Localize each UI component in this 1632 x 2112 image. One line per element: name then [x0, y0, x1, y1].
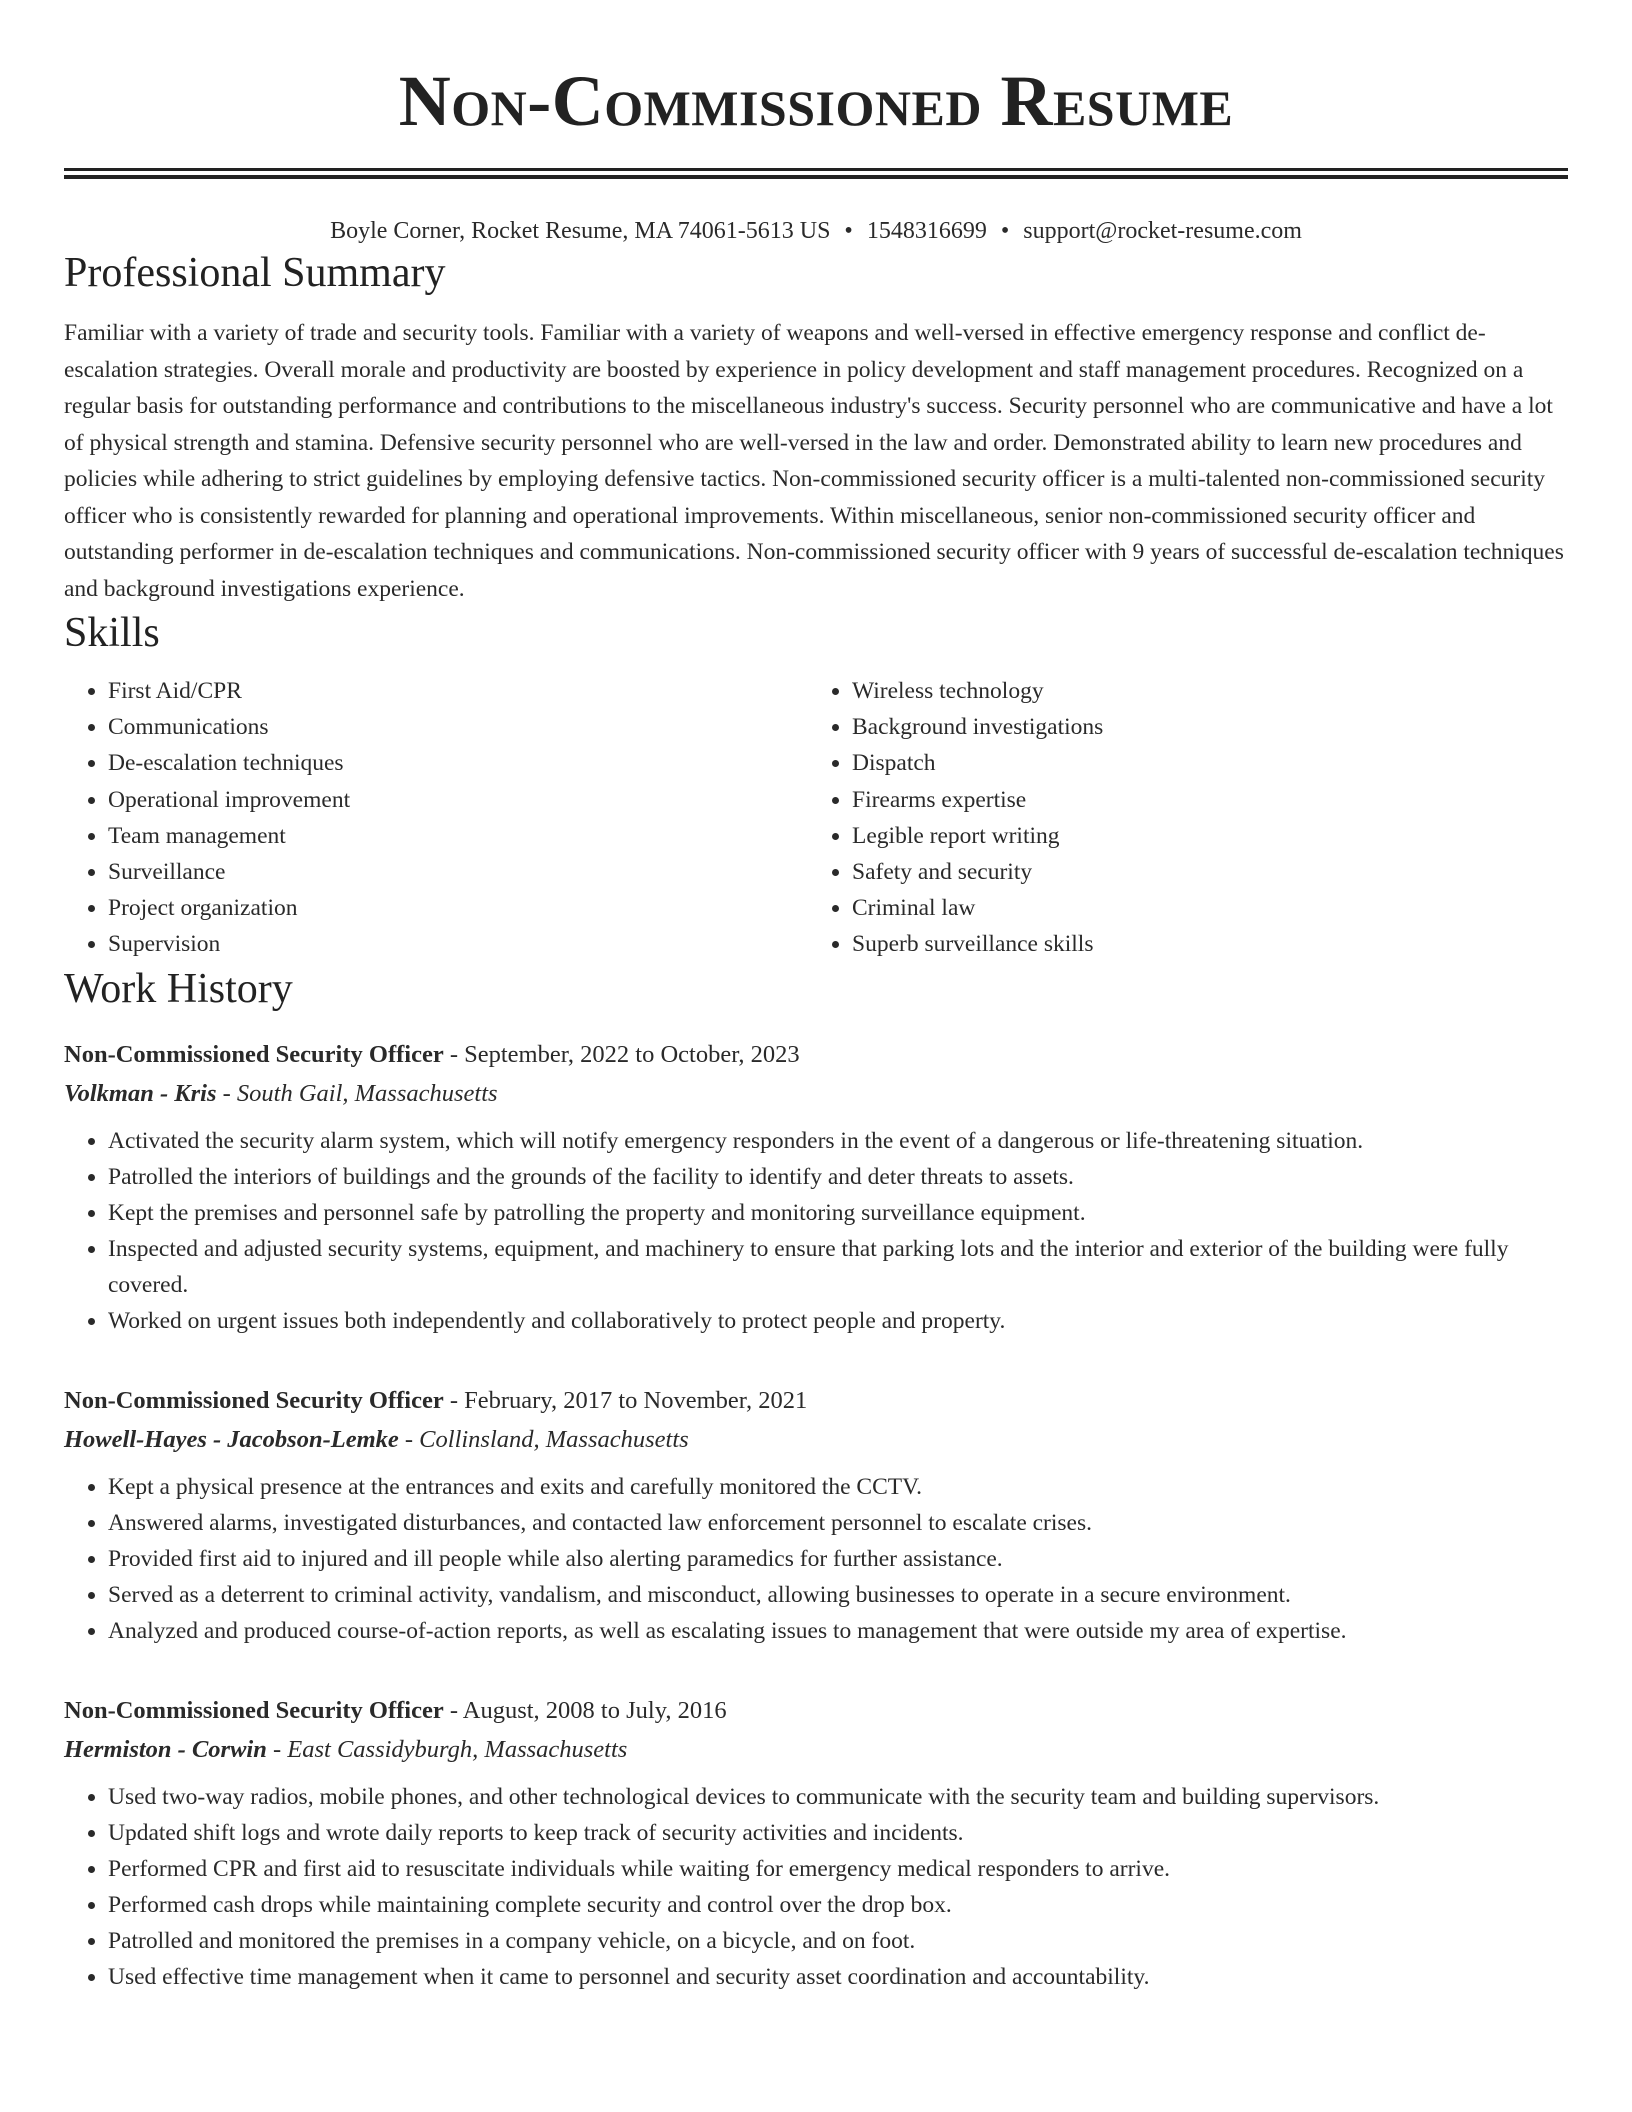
job-employer-line	[64, 1074, 1568, 1113]
job-company: Hermiston - Corwin	[64, 1735, 267, 1763]
skill-item: • Superb surveillance skills	[852, 926, 1552, 962]
skill-item: • Legible report writing	[852, 818, 1552, 854]
job-bullet: • Used two-way radios, mobile phones, and other technological devices to communicate with the security team and building supervisors.	[108, 1779, 1568, 1815]
job-title: Non-Commissioned Security Officer	[64, 1040, 444, 1068]
job-bullet: • Analyzed and produced course-of-action reports, as well as escalating issues to management that were outside my area of expertise.	[108, 1613, 1568, 1649]
job-employer-line	[64, 1730, 1568, 1769]
job-company: Volkman - Kris	[64, 1079, 217, 1107]
job-bullets	[64, 1123, 1568, 1339]
job-bullet: • Activated the security alarm system, which will notify emergency responders in the event of a dangerous or life-threatening situation.	[108, 1123, 1568, 1159]
job-employer-line	[64, 1420, 1568, 1459]
job-entry	[64, 1381, 1568, 1649]
skill-item: • Criminal law	[852, 890, 1552, 926]
job-title: Non-Commissioned Security Officer	[64, 1386, 444, 1414]
job-bullet: • Performed CPR and first aid to resuscitate individuals while waiting for emergency medical responders to arrive.	[108, 1851, 1568, 1887]
job-dates: - August, 2008 to July, 2016	[443, 1696, 727, 1724]
work-history-heading: Work History	[64, 965, 293, 1012]
contact-address: Boyle Corner, Rocket Resume, MA 74061-5613 US	[330, 218, 831, 244]
contact-separator: •	[1000, 218, 1010, 244]
job-bullets	[64, 1779, 1568, 1995]
skill-item: • Supervision	[108, 926, 808, 962]
skills-heading: Skills	[64, 610, 160, 656]
contact-separator: •	[844, 218, 853, 244]
skill-item: • Wireless technology	[852, 673, 1552, 709]
job-bullet: • Served as a deterrent to criminal activity, vandalism, and misconduct, allowing businesses to operate in a secure environment.	[108, 1577, 1568, 1613]
job-bullet: • Patrolled and monitored the premises in a company vehicle, on a bicycle, and on foot.	[108, 1923, 1568, 1959]
skill-item: • Team management	[108, 818, 808, 854]
summary-heading: Professional Summary	[64, 250, 446, 296]
job-bullet: • Patrolled the interiors of buildings and the grounds of the facility to identify and deter threats to assets.	[108, 1159, 1568, 1195]
job-title-line	[64, 1691, 1568, 1730]
job-bullet: • Updated shift logs and wrote daily reports to keep track of security activities and incidents.	[108, 1815, 1568, 1851]
job-dates: - February, 2017 to November, 2021	[443, 1386, 808, 1414]
job-bullet: • Kept the premises and personnel safe by patrolling the property and monitoring surveillance equipment.	[108, 1195, 1568, 1231]
job-bullet: • Inspected and adjusted security systems, equipment, and machinery to ensure that parking lots and the interior and exterior of the building were fully covered.	[108, 1231, 1568, 1303]
job-bullet: • Used effective time management when it came to personnel and security asset coordination and accountability.	[108, 1959, 1568, 1995]
contact-line	[64, 215, 1568, 247]
contact-phone: 1548316699	[866, 218, 987, 244]
job-title-line	[64, 1381, 1568, 1420]
job-company: Howell-Hayes - Jacobson-Lemke	[64, 1425, 399, 1453]
job-title: Non-Commissioned Security Officer	[64, 1696, 444, 1724]
skills-columns	[64, 673, 1568, 963]
job-title-line	[64, 1035, 1568, 1074]
job-location: - Collinsland, Massachusetts	[398, 1425, 689, 1453]
skill-item: • De-escalation techniques	[108, 745, 808, 781]
skill-item: • Firearms expertise	[852, 782, 1552, 818]
job-location: - East Cassidyburgh, Massachusetts	[266, 1735, 628, 1763]
job-bullet: • Worked on urgent issues both independently and collaboratively to protect people and property.	[108, 1303, 1568, 1339]
job-location: - South Gail, Massachusetts	[216, 1079, 498, 1107]
skill-item: • Dispatch	[852, 745, 1552, 781]
skills-list-left	[64, 673, 808, 963]
skill-item: • Surveillance	[108, 854, 808, 890]
skills-list-right	[808, 673, 1552, 963]
skill-item: • Project organization	[108, 890, 808, 926]
skill-item: • Safety and security	[852, 854, 1552, 890]
title-double-rule	[64, 168, 1568, 179]
skill-item: • Communications	[108, 709, 808, 745]
job-bullet: • Provided first aid to injured and ill people while also alerting paramedics for further assistance.	[108, 1541, 1568, 1577]
skill-item: • Background investigations	[852, 709, 1552, 745]
job-dates: - September, 2022 to October, 2023	[443, 1040, 800, 1068]
skill-item: • Operational improvement	[108, 782, 808, 818]
contact-email[interactable]: support@rocket-resume.com	[1023, 218, 1302, 244]
job-bullet: • Kept a physical presence at the entrances and exits and carefully monitored the CCTV.	[108, 1469, 1568, 1505]
job-bullet: • Performed cash drops while maintaining complete security and control over the drop box.	[108, 1887, 1568, 1923]
summary-text: Familiar with a variety of trade and security tools. Familiar with a variety of weapons and well-versed in effective emergency response and conflict de-escalation strategies. Overall morale and productivity are boosted by experience in policy development and staff management procedures. Recognized on a regular basis for outstanding performance and contributions to the miscellaneous industry's success. Security personnel who are communicative and have a lot of physical strength and stamina. Defensive security personnel who are well-versed in the law and order. Demonstrated ability to learn new procedures and policies while adhering to strict guidelines by employing defensive tactics. Non-commissioned security officer is a multi-talented non-commissioned security officer who is consistently rewarded for planning and operational improvements. Within miscellaneous, senior non-commissioned security officer and outstanding performer in de-escalation techniques and communications. Non-commissioned security officer with 9 years of successful de-escalation techniques and background investigations experience.	[64, 320, 1564, 602]
job-entry	[64, 1035, 1568, 1339]
job-entry	[64, 1691, 1568, 1995]
skill-item: • First Aid/CPR	[108, 673, 808, 709]
job-bullets	[64, 1469, 1568, 1649]
job-bullet: • Answered alarms, investigated disturbances, and contacted law enforcement personnel to escalate crises.	[108, 1505, 1568, 1541]
resume-title: Non-Commissioned Resume	[398, 61, 1234, 141]
